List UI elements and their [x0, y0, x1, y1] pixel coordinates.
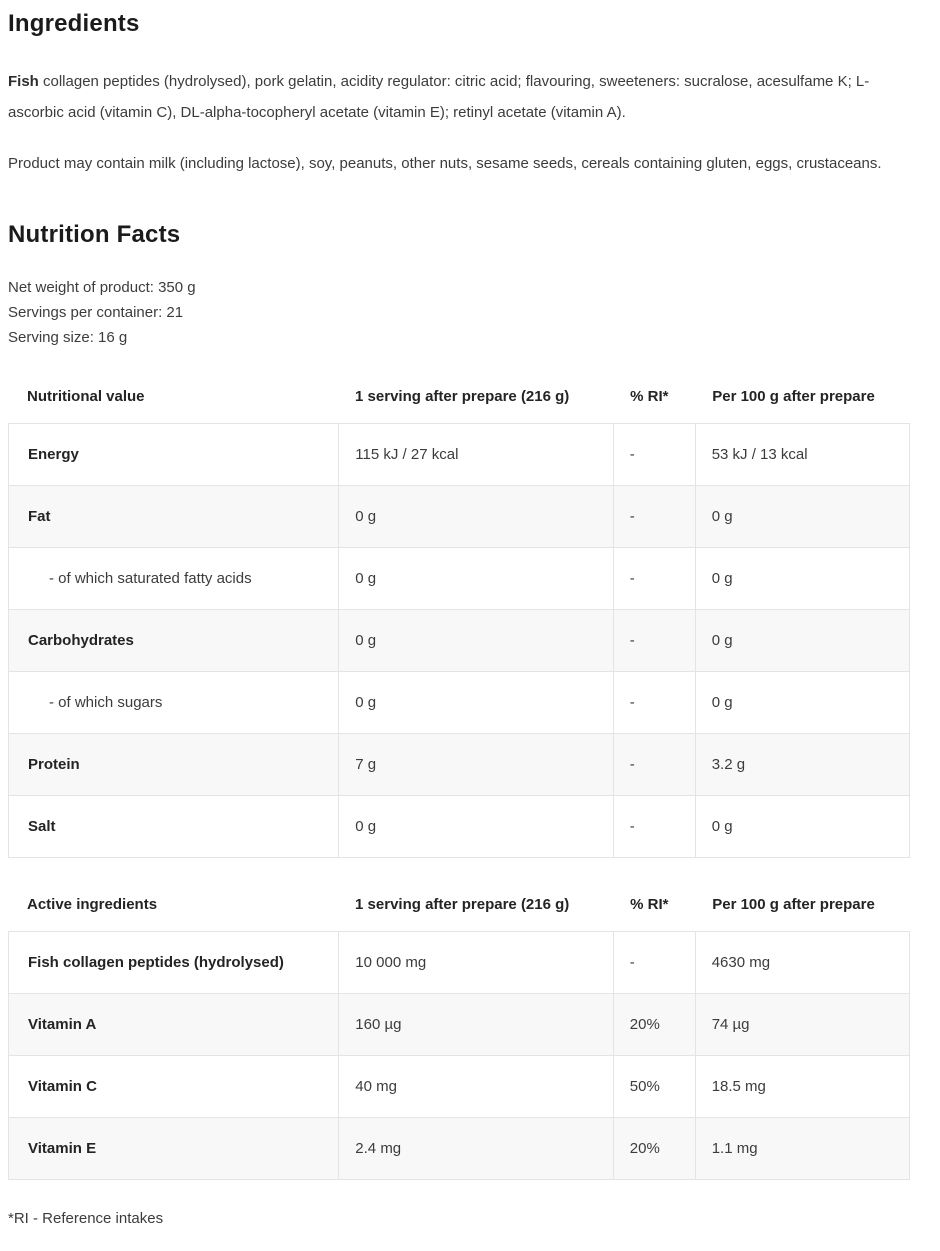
row-per100-value: 53 kJ / 13 kcal — [711, 446, 808, 463]
serving-meta-block — [8, 275, 910, 350]
table-row-fat — [9, 485, 909, 547]
row-serving-value: 0 g — [339, 610, 614, 671]
row-per100-value: 18.5 mg — [711, 1078, 766, 1095]
row-label: Vitamin A — [9, 994, 339, 1055]
row-ri-value: - — [614, 486, 696, 547]
row-label: Salt — [9, 796, 339, 857]
active-ingredients-table — [8, 931, 910, 1180]
table-row-vitamin-c — [9, 1055, 909, 1117]
row-ri-value: 20% — [614, 994, 696, 1055]
row-serving-value: 10 000 mg — [339, 932, 614, 993]
row-label: - of which saturated fatty acids — [9, 548, 339, 609]
header-active-ingredients: Active ingredients — [27, 896, 158, 913]
header-ri: % RI* — [630, 388, 669, 405]
row-serving-value: 0 g — [339, 486, 614, 547]
row-per100-value: 0 g — [711, 632, 733, 649]
row-per100-value: 0 g — [711, 508, 733, 525]
allergen-paragraph: Product may contain milk (including lactose), soy, peanuts, other nuts, sesame seeds, cereals containing gluten, eggs, crustaceans. — [8, 155, 882, 172]
row-ri-value: - — [614, 610, 696, 671]
row-label: Energy — [9, 424, 339, 485]
servings-per-container-line: Servings per container: 21 — [8, 304, 184, 321]
table-row-carbohydrates — [9, 609, 909, 671]
row-serving-value: 0 g — [339, 796, 614, 857]
table-row-vitamin-a — [9, 993, 909, 1055]
row-label: Protein — [9, 734, 339, 795]
row-serving-value: 0 g — [339, 548, 614, 609]
row-serving-value: 160 µg — [339, 994, 614, 1055]
header-nutritional-value: Nutritional value — [27, 388, 145, 405]
ingredients-bold-prefix: Fish — [8, 73, 39, 90]
header-ri: % RI* — [630, 896, 669, 913]
table-row-fish-collagen — [9, 932, 909, 993]
header-per-100g: Per 100 g after prepare — [712, 388, 875, 405]
row-ri-value: 50% — [614, 1056, 696, 1117]
row-ri-value: - — [614, 734, 696, 795]
row-per100-value: 0 g — [711, 570, 733, 587]
header-per-100g: Per 100 g after prepare — [712, 896, 875, 913]
table-row-vitamin-e — [9, 1117, 909, 1179]
table-row-saturated-fatty-acids — [9, 547, 909, 609]
row-per100-value: 3.2 g — [711, 756, 746, 773]
row-label: Fat — [9, 486, 339, 547]
table-row-protein — [9, 733, 909, 795]
row-per100-value: 4630 mg — [711, 954, 771, 971]
row-label: Vitamin C — [9, 1056, 339, 1117]
nutrition-table — [8, 423, 910, 858]
row-ri-value: 20% — [614, 1118, 696, 1179]
net-weight-line: Net weight of product: 350 g — [8, 279, 196, 296]
row-serving-value: 115 kJ / 27 kcal — [339, 424, 614, 485]
nutrition-table-header — [8, 376, 910, 423]
row-label: Fish collagen peptides (hydrolysed) — [9, 932, 339, 993]
row-per100-value: 74 µg — [711, 1016, 750, 1033]
row-serving-value: 0 g — [339, 672, 614, 733]
nutrition-facts-title: Nutrition Facts — [8, 221, 181, 248]
row-per100-value: 1.1 mg — [711, 1140, 758, 1157]
row-ri-value: - — [614, 672, 696, 733]
ingredients-text: collagen peptides (hydrolysed), pork gelatin, acidity regulator: citric acid; flavouring, sweeteners: sucralose, acesulfame K; L-ascorbic acid (vitamin C), DL-alpha-tocopheryl acetate (vitamin E); retinyl acetate (vitamin A). — [8, 73, 870, 121]
row-serving-value: 2.4 mg — [339, 1118, 614, 1179]
row-label: - of which sugars — [9, 672, 339, 733]
row-serving-value: 7 g — [339, 734, 614, 795]
table-row-salt — [9, 795, 909, 857]
row-label: Vitamin E — [9, 1118, 339, 1179]
row-ri-value: - — [614, 424, 696, 485]
ingredients-title: Ingredients — [8, 10, 140, 37]
row-ri-value: - — [614, 548, 696, 609]
row-ri-value: - — [614, 796, 696, 857]
ingredients-paragraph — [8, 66, 910, 128]
row-label: Carbohydrates — [9, 610, 339, 671]
table-row-energy — [9, 424, 909, 485]
row-serving-value: 40 mg — [339, 1056, 614, 1117]
row-ri-value: - — [614, 932, 696, 993]
active-ingredients-table-header — [8, 884, 910, 931]
row-per100-value: 0 g — [711, 818, 733, 835]
row-per100-value: 0 g — [711, 694, 733, 711]
header-serving: 1 serving after prepare (216 g) — [355, 896, 570, 913]
table-row-sugars — [9, 671, 909, 733]
reference-intakes-footnote: *RI - Reference intakes — [8, 1210, 164, 1227]
header-serving: 1 serving after prepare (216 g) — [355, 388, 570, 405]
serving-size-line: Serving size: 16 g — [8, 329, 128, 346]
